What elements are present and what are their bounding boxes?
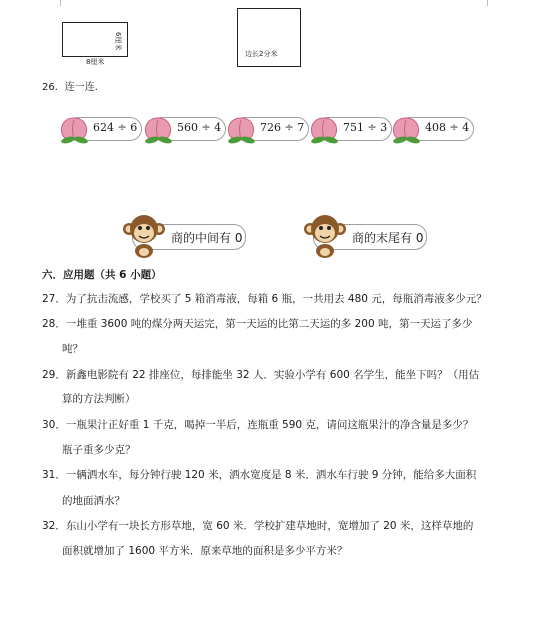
monkey-icon xyxy=(302,211,348,259)
question-29-cont: 算的方法判断） xyxy=(62,393,136,405)
question-30: 30．一瓶果汁正好重 1 千克，喝掉一半后，连瓶重 590 克，请问这瓶果汁的净含量是多少？ xyxy=(42,419,474,431)
section-title: 六．应用题（共 6 小题） xyxy=(42,269,162,281)
category-text: 商的末尾有 0 xyxy=(352,231,424,245)
quotient-category-card[interactable] xyxy=(132,224,246,250)
expression-card[interactable] xyxy=(398,117,474,141)
question-32-cont: 面积就增加了 1600 平方米．原来草地的面积是多少平方米？ xyxy=(62,545,348,557)
question-32: 32．东山小学有一块长方形草地，宽 60 米．学校扩建草地时，宽增加了 20 米，这样草地的 xyxy=(42,520,474,532)
question-30-cont: 瓶子重多少克？ xyxy=(62,444,136,456)
expression-text: 751 ÷ 3 xyxy=(343,121,388,134)
expression-card[interactable] xyxy=(150,117,226,141)
peach-icon xyxy=(57,112,91,144)
corner-mark-left xyxy=(60,0,61,6)
expression-text: 560 ÷ 4 xyxy=(177,121,222,134)
square-side-label: 边长2分米 xyxy=(245,50,278,58)
question-31: 31．一辆洒水车，每分钟行驶 120 米，洒水宽度是 8 米．洒水车行驶 9 分钟，能给多大面积 xyxy=(42,469,477,481)
expression-card[interactable] xyxy=(316,117,392,141)
monkey-icon xyxy=(121,211,167,259)
quotient-category-card[interactable] xyxy=(313,224,427,250)
expression-text: 726 ÷ 7 xyxy=(260,121,305,134)
expression-card[interactable] xyxy=(66,117,142,141)
q26-title: 26．连一连． xyxy=(42,82,105,93)
peach-icon xyxy=(224,112,258,144)
peach-icon xyxy=(389,112,423,144)
rectangle-width-label: 8厘米 xyxy=(86,58,105,66)
corner-mark-right xyxy=(487,0,488,6)
question-31-cont: 的地面洒水？ xyxy=(62,495,125,507)
expression-text: 408 ÷ 4 xyxy=(425,121,470,134)
peach-icon xyxy=(307,112,341,144)
rectangle-height-label: 6厘米 xyxy=(114,32,122,51)
expression-text: 624 ÷ 6 xyxy=(93,121,138,134)
question-28: 28．一堆重 3600 吨的煤分两天运完，第一天运的比第二天运的多 200 吨，第一天运了多少 xyxy=(42,318,473,330)
expression-card[interactable] xyxy=(233,117,309,141)
peach-icon xyxy=(141,112,175,144)
category-text: 商的中间有 0 xyxy=(171,231,243,245)
question-29: 29．新鑫电影院有 22 排座位，每排能坐 32 人．实验小学有 600 名学生，能坐下吗？（用估 xyxy=(42,369,480,381)
question-27: 27．为了抗击流感，学校买了 5 箱消毒液，每箱 6 瓶，一共用去 480 元，每瓶消毒液多少元？ xyxy=(42,293,487,305)
question-28-cont: 吨？ xyxy=(62,343,83,355)
